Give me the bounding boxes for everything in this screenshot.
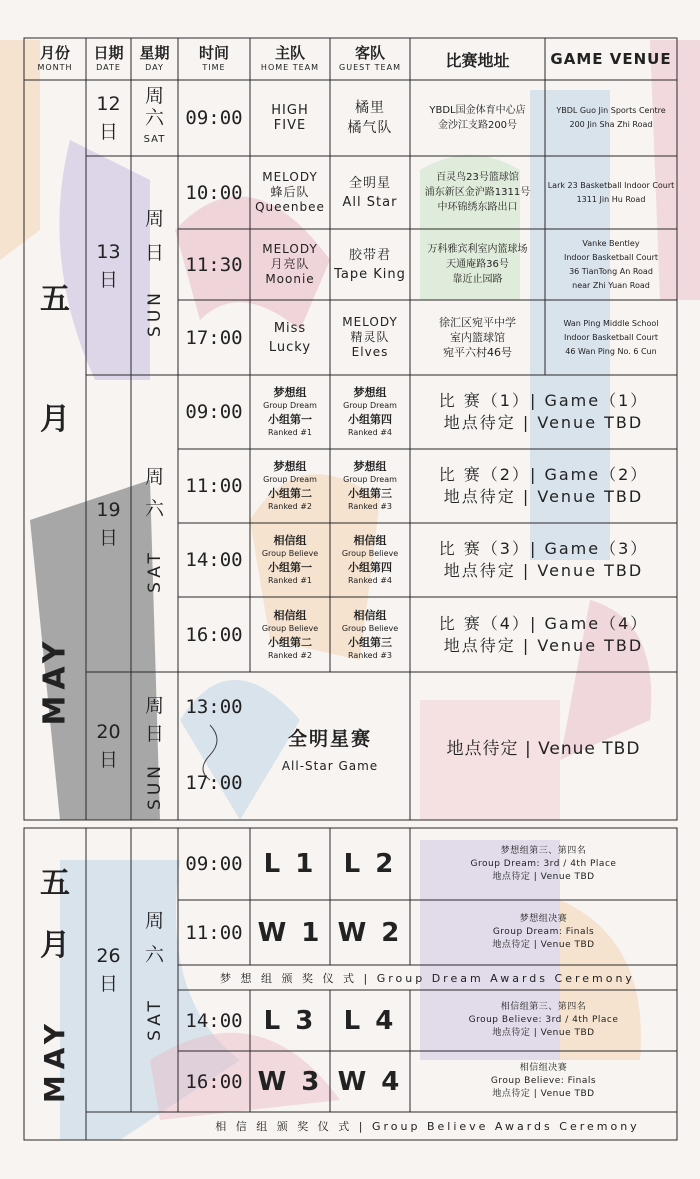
venue-zh-13-3-l3: 宛平六村46号 — [443, 346, 512, 359]
info-26-2-l2: Group Dream: Finals — [492, 927, 595, 937]
home-19-2-l1: 梦想组 — [273, 460, 307, 473]
section1-month-zh — [24, 250, 86, 470]
guest-13-1-l1: 全明星 — [348, 175, 391, 191]
home-13-2 — [250, 229, 330, 300]
info-26-1-l3: 地点待定 | Venue TBD — [492, 871, 595, 882]
time-19-4: 16:00 — [185, 623, 243, 646]
header-time — [178, 38, 250, 80]
time-13-2: 11:30 — [185, 253, 243, 276]
venue-zh-13-1-l3: 中环锦绣东路出口 — [437, 202, 518, 213]
header-day-zh: 星期 — [139, 44, 170, 62]
time-26-1: 09:00 — [185, 853, 243, 875]
section1-month-en: MAY — [37, 635, 73, 725]
venue-19-2-l1: 比 赛（2）| Game（2） — [438, 465, 649, 484]
info-26-2-l3: 地点待定 | Venue TBD — [492, 940, 595, 950]
venue-zh-13-2-l2: 天通庵路36号 — [446, 259, 509, 270]
home-19-1-l2: Group Dream — [263, 401, 317, 410]
guest-12 — [330, 80, 410, 156]
guest-19-2-l4: Ranked #3 — [347, 502, 393, 511]
date-13-num: 13 — [96, 240, 121, 263]
guest-19-3 — [330, 523, 410, 597]
venue-en-13-3 — [545, 300, 677, 375]
guest-19-2-l3: 小组第三 — [348, 487, 392, 500]
header-time-en: TIME — [202, 63, 226, 72]
venue-19-3-l2: 地点待定 | Venue TBD — [443, 561, 644, 580]
guest-19-1-l3: 小组第四 — [348, 413, 392, 426]
guest-19-3-l1: 相信组 — [353, 534, 387, 547]
home-19-4-l2: Group Believe — [261, 623, 319, 633]
venue-19-1-l1: 比 赛（1）| Game（1） — [438, 391, 649, 410]
venue-en-13-2 — [545, 229, 677, 300]
guest-26-4: W 4 — [337, 1066, 403, 1097]
guest-13-3-l1: MELODY — [342, 315, 398, 329]
home-13-3-l2: Lucky — [268, 339, 312, 355]
info-26-4-l3: 地点待定 | Venue TBD — [492, 1089, 595, 1099]
time-19-3: 14:00 — [185, 549, 243, 571]
header-guest-zh: 客队 — [354, 44, 385, 62]
venue-en-13-2-l3: 36 TianTong An Road — [569, 266, 653, 276]
home-19-3-l3: 小组第一 — [268, 561, 312, 574]
day-26-zh-1: 周 — [144, 910, 164, 932]
venue-19-1 — [410, 375, 677, 449]
day-13 — [131, 156, 178, 375]
section1-month-en-wrap — [24, 600, 86, 760]
home-19-2-l2: Group Dream — [263, 475, 317, 484]
home-19-4-l1: 相信组 — [273, 608, 307, 622]
header-day-en: DAY — [145, 63, 164, 72]
home-13-3-l1: Miss — [273, 320, 307, 336]
guest-19-1 — [330, 375, 410, 449]
home-19-2-l4: Ranked #2 — [267, 502, 313, 511]
header-guest-en: GUEST TEAM — [339, 63, 401, 72]
header-date-en: DATE — [96, 63, 121, 72]
venue-zh-13-3 — [410, 300, 545, 375]
day-20 — [131, 672, 178, 820]
home-19-1-l3: 小组第一 — [268, 413, 312, 426]
home-13-1-l2: 蜂后队 — [270, 185, 310, 199]
info-26-3-l2: Group Believe: 3rd / 4th Place — [468, 1015, 619, 1025]
guest-19-4-l2: Group Believe — [341, 623, 399, 633]
time-20-end: 17:00 — [185, 772, 243, 794]
guest-13-2-l1: 胶带君 — [348, 247, 391, 263]
section1-month-zh-1: 五 — [40, 282, 70, 317]
guest-19-3-l4: Ranked #4 — [347, 576, 393, 585]
day-20-en: SUN — [144, 762, 165, 810]
home-13-1-l1: MELODY — [262, 170, 318, 184]
info-26-2 — [410, 900, 677, 965]
home-12 — [250, 80, 330, 156]
date-20 — [86, 672, 131, 820]
home-19-1 — [250, 375, 330, 449]
info-26-3 — [410, 990, 677, 1051]
venue-en-13-2-l1: Vanke Bentley — [582, 238, 640, 248]
venue-en-12-l1: YBDL Guo Jin Sports Centre — [556, 106, 666, 115]
guest-13-3 — [330, 300, 410, 375]
home-13-1-l3: Queenbee — [255, 200, 325, 214]
date-19-num: 19 — [96, 498, 121, 521]
guest-19-2 — [330, 449, 410, 523]
home-13-3 — [250, 300, 330, 375]
info-26-2-l1: 梦想组决赛 — [519, 914, 568, 924]
home-26-4: W 3 — [257, 1066, 323, 1097]
venue-19-4 — [410, 597, 677, 672]
section2-month-zh-1: 五 — [40, 866, 70, 901]
date-12 — [86, 80, 131, 156]
guest-19-1-l1: 梦想组 — [353, 386, 387, 399]
venue-19-2 — [410, 449, 677, 523]
header-venue-en: GAME VENUE — [550, 50, 672, 68]
guest-13-3-l3: Elves — [351, 345, 389, 359]
guest-19-4-l4: Ranked #3 — [347, 650, 393, 660]
venue-19-2-l2: 地点待定 | Venue TBD — [443, 487, 644, 506]
allstar-event — [250, 672, 410, 820]
guest-13-1 — [330, 156, 410, 229]
day-19-zh-1: 周 — [144, 465, 164, 488]
home-19-4-l3: 小组第二 — [268, 635, 312, 649]
time-26-3: 14:00 — [185, 1009, 243, 1032]
info-26-1 — [410, 828, 677, 900]
header-month — [24, 38, 86, 80]
guest-13-1-l2: All Star — [342, 194, 398, 210]
venue-en-12 — [545, 80, 677, 156]
section2-month-zh-2: 月 — [40, 928, 70, 963]
day-26-zh-2: 六 — [144, 944, 164, 966]
date-20-unit: 日 — [98, 749, 118, 771]
date-13 — [86, 156, 131, 375]
guest-19-1-l4: Ranked #4 — [347, 428, 393, 437]
venue-zh-13-2 — [410, 229, 545, 300]
info-26-4-l1: 相信组决赛 — [519, 1063, 568, 1073]
home-19-2 — [250, 449, 330, 523]
home-13-1 — [250, 156, 330, 229]
section2-month-zh — [24, 850, 86, 980]
time-19-1: 09:00 — [185, 401, 243, 423]
venue-en-13-1-l1: Lark 23 Basketball Indoor Court — [547, 180, 675, 190]
home-19-4 — [250, 597, 330, 672]
guest-19-4-l3: 小组第三 — [348, 635, 392, 649]
date-26-unit: 日 — [98, 973, 118, 995]
venue-19-3 — [410, 523, 677, 597]
home-19-3-l4: Ranked #1 — [267, 576, 313, 585]
venue-zh-13-2-l1: 万科雅宾利室内篮球场 — [427, 244, 528, 255]
info-26-4 — [410, 1051, 677, 1112]
date-12-unit: 日 — [98, 121, 118, 143]
guest-19-3-l3: 小组第四 — [348, 561, 392, 574]
header-month-zh: 月份 — [39, 44, 70, 62]
venue-zh-13-1-l1: 百灵鸟23号篮球馆 — [436, 172, 519, 183]
ceremony-believe: 相 信 组 颁 奖 仪 式 | Group Believe Awards Ceremony — [215, 1120, 640, 1133]
header-venue-zh: 比赛地址 — [445, 50, 510, 70]
guest-13-3-l2: 精灵队 — [350, 330, 390, 344]
home-19-3 — [250, 523, 330, 597]
date-12-num: 12 — [96, 93, 121, 115]
venue-en-13-1 — [545, 156, 677, 229]
venue-19-3-l1: 比 赛（3）| Game（3） — [438, 539, 649, 558]
guest-13-2-l2: Tape King — [334, 266, 406, 282]
venue-zh-13-2-l3: 靠近止园路 — [452, 274, 503, 285]
info-26-3-l1: 相信组第三、第四名 — [500, 1002, 587, 1012]
date-19-unit: 日 — [98, 526, 118, 549]
venue-zh-13-3-l1: 徐汇区宛平中学 — [439, 316, 516, 329]
info-26-4-l2: Group Believe: Finals — [490, 1076, 597, 1086]
home-19-3-l2: Group Believe — [261, 549, 319, 558]
section2-month-en: MAY — [38, 1017, 72, 1103]
guest-12-l2: 橘气队 — [347, 120, 393, 136]
time-26-2: 11:00 — [185, 921, 243, 944]
venue-en-13-1-l2: 1311 Jin Hu Road — [576, 194, 646, 204]
home-19-1-l1: 梦想组 — [273, 386, 307, 399]
guest-19-2-l2: Group Dream — [343, 475, 397, 484]
venue-en-13-3-l3: 46 Wan Ping No. 6 Cun — [565, 346, 657, 356]
guest-19-2-l1: 梦想组 — [353, 460, 387, 473]
day-12 — [131, 80, 178, 156]
time-26-4: 16:00 — [185, 1070, 243, 1093]
home-19-1-l4: Ranked #1 — [267, 428, 313, 437]
guest-13-2 — [330, 229, 410, 300]
ceremony-dream: 梦 想 组 颁 奖 仪 式 | Group Dream Awards Ceremony — [220, 971, 635, 985]
allstar-event-en: All-Star Game — [281, 759, 379, 773]
day-20-zh-2: 日 — [144, 723, 164, 745]
guest-26-2: W 2 — [337, 917, 403, 948]
header-date-zh: 日期 — [93, 44, 124, 62]
guest-19-4-l1: 相信组 — [353, 608, 387, 622]
header-day — [131, 38, 178, 80]
home-12-l2: FIVE — [273, 118, 307, 133]
time-13-3: 17:00 — [185, 326, 243, 349]
allstar-event-zh: 全明星赛 — [287, 728, 372, 750]
section2-month-en-wrap — [24, 1000, 86, 1120]
header-guest — [330, 38, 410, 80]
date-26-num: 26 — [96, 945, 121, 967]
home-26-3: L 3 — [263, 1005, 317, 1036]
venue-en-13-2-l2: Indoor Basketball Court — [563, 252, 659, 262]
section1-month-zh-2: 月 — [40, 402, 70, 437]
header-home — [250, 38, 330, 80]
home-26-2: W 1 — [257, 917, 323, 948]
venue-en-12-l2: 200 Jin Sha Zhi Road — [569, 120, 653, 129]
venue-19-4-l1: 比 赛（4）| Game（4） — [438, 613, 649, 633]
venue-zh-12 — [410, 80, 545, 156]
home-12-l1: HIGH — [271, 103, 309, 118]
guest-12-l1: 橘里 — [355, 100, 385, 116]
header-time-zh: 时间 — [198, 44, 229, 62]
guest-26-1: L 2 — [343, 849, 397, 879]
header-date — [86, 38, 131, 80]
home-13-2-l1: MELODY — [262, 242, 318, 256]
info-26-1-l1: 梦想组第三、第四名 — [500, 845, 587, 856]
home-26-1: L 1 — [263, 849, 317, 879]
day-20-zh-1: 周 — [144, 695, 164, 717]
day-26 — [131, 828, 178, 1112]
venue-19-4-l2: 地点待定 | Venue TBD — [443, 635, 644, 655]
home-13-2-l3: Moonie — [265, 272, 315, 286]
allstar-venue: 地点待定 | Venue TBD — [446, 738, 641, 759]
header-home-zh: 主队 — [274, 44, 305, 62]
day-12-zh-1: 周 — [144, 85, 164, 107]
info-26-3-l3: 地点待定 | Venue TBD — [492, 1028, 595, 1038]
day-12-en: SAT — [143, 134, 166, 145]
day-13-en: SUN — [144, 288, 165, 337]
date-13-unit: 日 — [98, 268, 118, 291]
home-19-3-l1: 相信组 — [273, 534, 307, 547]
header-month-en: MONTH — [37, 63, 73, 72]
venue-zh-13-1-l2: 浦东新区金沪路1311号 — [424, 187, 531, 198]
time-13-1: 10:00 — [185, 181, 243, 204]
day-19-en: SAT — [144, 548, 165, 593]
venue-zh-13-1 — [410, 156, 545, 229]
guest-26-3: L 4 — [343, 1005, 397, 1036]
venue-zh-13-3-l2: 室内篮球馆 — [450, 331, 505, 344]
date-26 — [86, 828, 131, 1112]
time-19-2: 11:00 — [185, 475, 243, 497]
venue-en-13-2-l4: near Zhi Yuan Road — [572, 280, 650, 290]
time-12: 09:00 — [185, 107, 243, 129]
day-19-zh-2: 六 — [144, 497, 164, 520]
day-19 — [131, 375, 178, 672]
home-19-4-l4: Ranked #2 — [267, 650, 313, 660]
day-12-zh-2: 六 — [144, 107, 164, 129]
venue-zh-12-l1: YBDL国金体育中心店 — [429, 105, 526, 116]
venue-19-1-l2: 地点待定 | Venue TBD — [443, 413, 644, 432]
day-13-zh-1: 周 — [144, 207, 164, 230]
info-26-1-l2: Group Dream: 3rd / 4th Place — [470, 858, 617, 869]
day-26-en: SAT — [144, 997, 165, 1041]
date-20-num: 20 — [96, 721, 121, 743]
venue-en-13-3-l1: Wan Ping Middle School — [563, 318, 659, 328]
guest-19-1-l2: Group Dream — [343, 401, 397, 410]
day-13-zh-2: 日 — [144, 241, 164, 264]
home-19-2-l3: 小组第二 — [268, 487, 312, 500]
guest-19-3-l2: Group Believe — [341, 549, 399, 558]
venue-zh-12-l2: 金沙江支路200号 — [437, 120, 518, 131]
date-19 — [86, 375, 131, 672]
venue-en-13-3-l2: Indoor Basketball Court — [563, 332, 659, 342]
time-20-start: 13:00 — [185, 696, 243, 718]
home-13-2-l2: 月亮队 — [270, 257, 310, 271]
header-home-en: HOME TEAM — [260, 63, 320, 72]
guest-19-4 — [330, 597, 410, 672]
